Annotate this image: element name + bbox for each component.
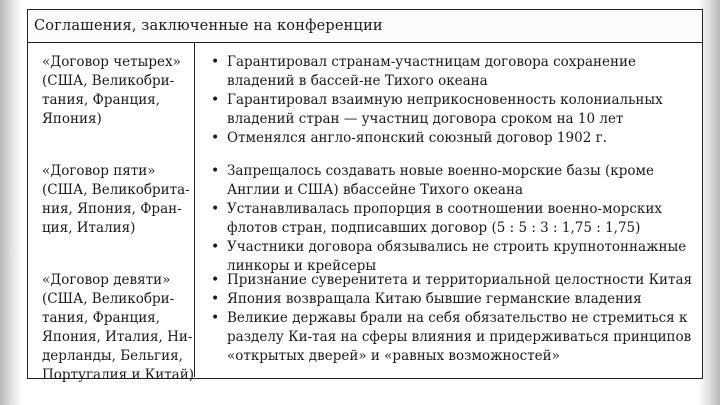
term-item: • Устанавливалась пропорция в соотношении военно-морских флотов стран, подписавших договор (5 : 5 : 3 : 1,75 : 1,75)	[209, 200, 696, 238]
table-row	[28, 43, 702, 152]
treaties-table	[27, 9, 703, 383]
treaty-terms-cell	[195, 43, 702, 152]
treaty-name-cell	[28, 152, 195, 261]
term-item: • Участники договора обязывались не строить крупнотоннажные линкоры и крейсеры	[209, 238, 696, 276]
treaty-name-line: (США, Великобрита-	[42, 182, 190, 198]
term-item: • Признание суверенитета и территориальной целостности Китая	[209, 271, 696, 290]
table-row	[28, 261, 702, 383]
term-item: • Запрещалось создавать новые военно-морские базы (кроме Англии и США) вбассейне Тихого океана	[209, 162, 696, 200]
treaty-name-line: «Договор девяти»	[42, 272, 171, 288]
terms-list	[209, 162, 696, 276]
treaty-name-line: тания, Франция,	[42, 92, 160, 108]
treaty-name-line: Португалия и Китай)	[42, 367, 194, 383]
terms-list	[209, 53, 696, 148]
left-edge-shadow	[0, 0, 22, 405]
treaty-name-line: Япония)	[42, 111, 102, 127]
treaty-name-line: ция, Италия)	[42, 220, 136, 236]
treaty-name-line: «Договор четырех»	[42, 54, 181, 70]
term-item: • Великие державы брали на себя обязательство не стремиться к разделу Ки-тая на сферы влияния и придерживаться принципов «открытых дверей» и «равных возможностей»	[209, 309, 696, 366]
treaty-name-cell	[28, 43, 195, 152]
treaty-terms-cell	[195, 152, 702, 274]
treaty-name-line: (США, Великобри-	[42, 73, 175, 89]
term-item: • Гарантировал взаимную неприкосновенность колониальных владений стран — участниц договора сроком на 10 лет	[209, 91, 696, 129]
term-item: • Гарантировал странам-участницам договора сохранение владений в бассей-не Тихого океана	[209, 53, 696, 91]
term-item: • Отменялся англо-японский союзный договор 1902 г.	[209, 129, 696, 148]
treaty-name-line: (США, Великобри-	[42, 291, 175, 307]
terms-list	[209, 271, 696, 366]
treaty-name-line: «Договор пяти»	[42, 163, 156, 179]
treaty-name-line: дерланды, Бельгия,	[42, 348, 183, 364]
treaty-name-line: тания, Франция,	[42, 310, 160, 326]
term-item: • Япония возвращала Китаю бывшие германские владения	[209, 290, 696, 309]
treaty-name-line: Япония, Италия, Ни-	[42, 329, 193, 345]
treaty-name-cell	[28, 261, 195, 383]
treaty-terms-cell	[195, 261, 702, 377]
table-row	[28, 152, 702, 274]
treaty-name-line: ния, Япония, Фран-	[42, 201, 182, 217]
table-caption: Соглашения, заключенные на конференции	[28, 10, 702, 43]
